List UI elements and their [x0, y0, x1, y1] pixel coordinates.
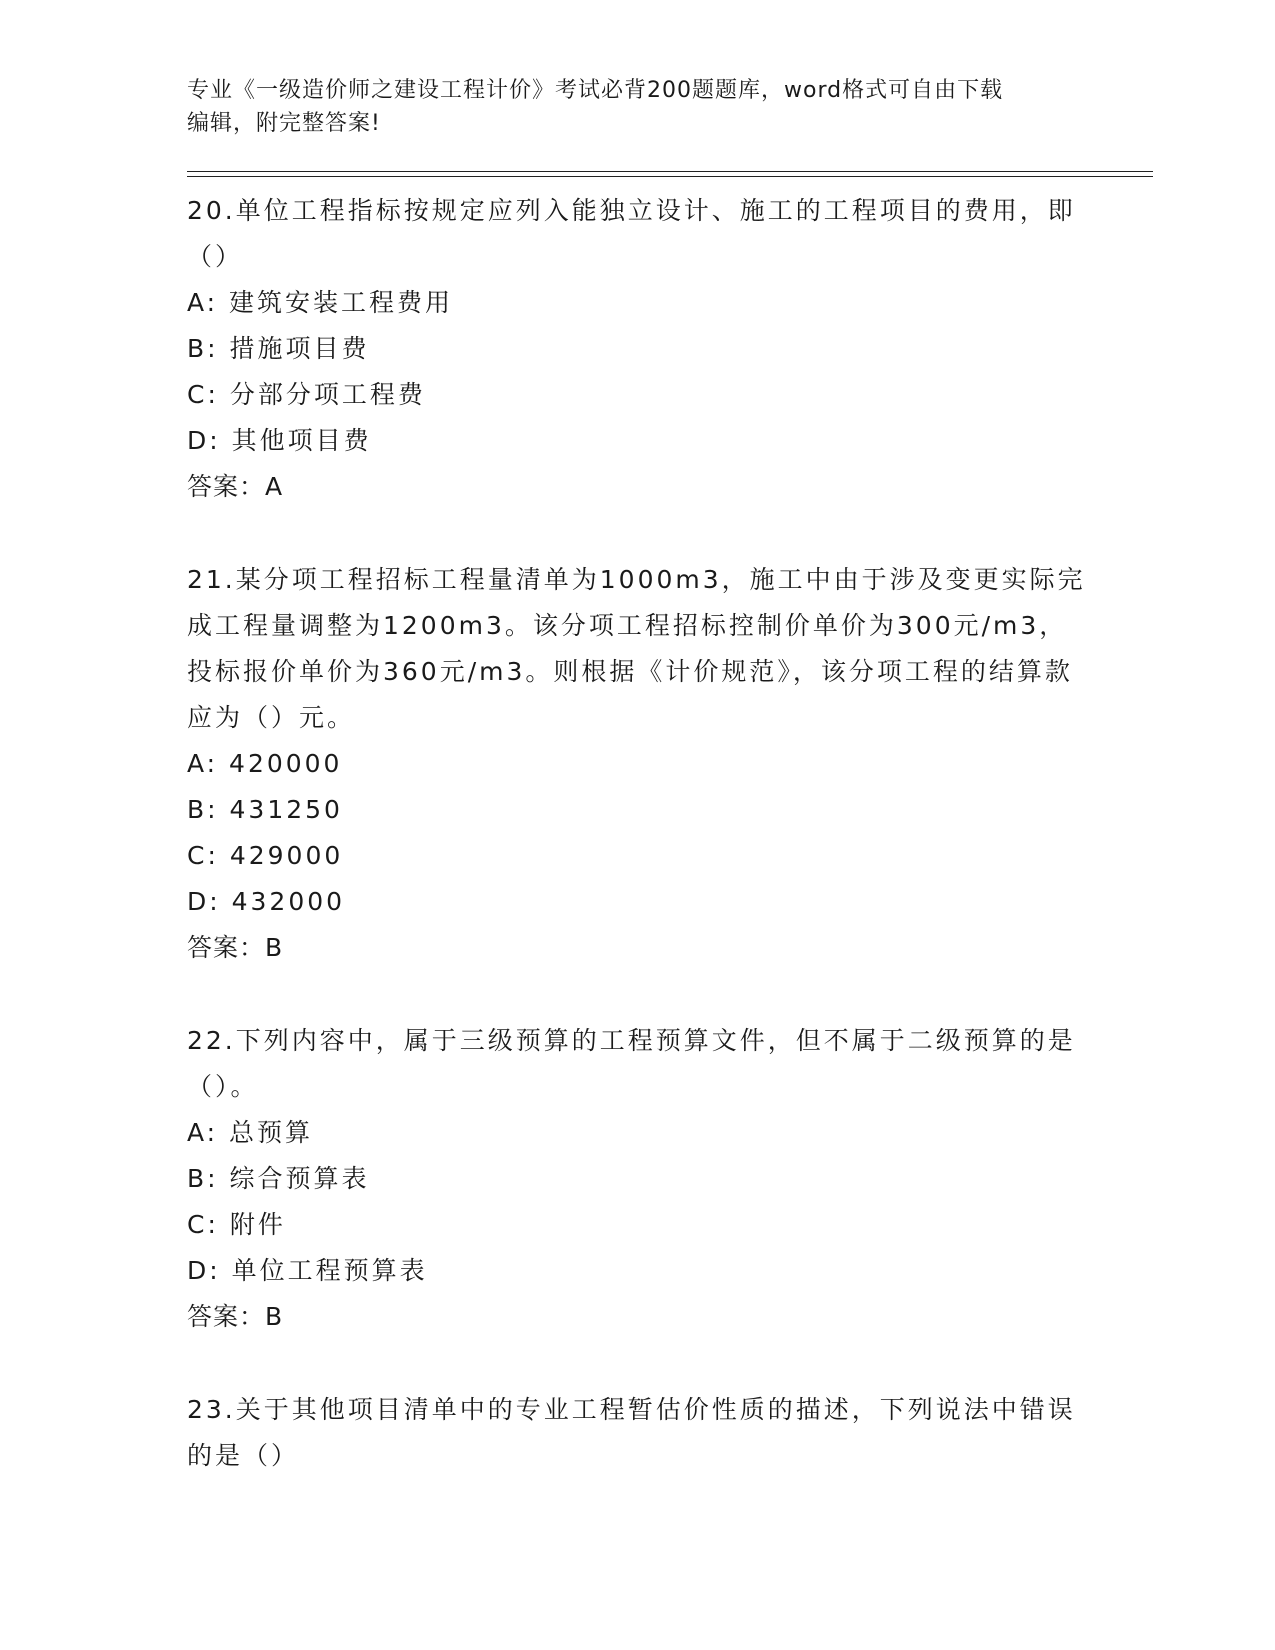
question-20	[187, 188, 1087, 510]
question-22	[187, 1018, 1087, 1340]
answer-line: 答案：B	[187, 933, 284, 962]
option-b: B: 措施项目费	[187, 334, 370, 363]
option-c: C: 429000	[187, 841, 344, 870]
question-text: 21.某分项工程招标工程量清单为1000m3，施工中由于涉及变更实际完成工程量调整为1200m3。该分项工程招标控制价单价为300元/m3，投标报价单价为360元/m3。则根据《计价规范》，该分项工程的结算款应为（）元。	[187, 565, 1086, 732]
option-b: B: 431250	[187, 795, 343, 824]
option-a: A: 420000	[187, 749, 343, 778]
header-divider-top	[187, 171, 1153, 172]
option-a: A: 建筑安装工程费用	[187, 288, 454, 317]
header-title-line-2: 编辑，附完整答案!	[187, 111, 381, 136]
question-text: 22.下列内容中，属于三级预算的工程预算文件，但不属于二级预算的是（）。	[187, 1026, 1076, 1101]
answer-line: 答案：A	[187, 472, 284, 501]
option-d: D: 432000	[187, 887, 346, 916]
question-list	[187, 188, 1087, 1526]
option-d: D: 其他项目费	[187, 426, 372, 455]
question-23	[187, 1387, 1087, 1479]
question-21	[187, 557, 1087, 971]
option-c: C: 附件	[187, 1210, 286, 1239]
question-text: 23.关于其他项目清单中的专业工程暂估价性质的描述，下列说法中错误的是（）	[187, 1395, 1076, 1470]
option-c: C: 分部分项工程费	[187, 380, 426, 409]
option-d: D: 单位工程预算表	[187, 1256, 428, 1285]
header-divider-bottom	[187, 176, 1153, 177]
option-b: B: 综合预算表	[187, 1164, 370, 1193]
header-title-line-1: 专业《一级造价师之建设工程计价》考试必背200题题库，word格式可自由下载	[187, 78, 1004, 103]
question-text: 20.单位工程指标按规定应列入能独立设计、施工的工程项目的费用，即（）	[187, 196, 1076, 271]
document-header	[187, 74, 1087, 140]
option-a: A: 总预算	[187, 1118, 314, 1147]
answer-line: 答案：B	[187, 1302, 284, 1331]
